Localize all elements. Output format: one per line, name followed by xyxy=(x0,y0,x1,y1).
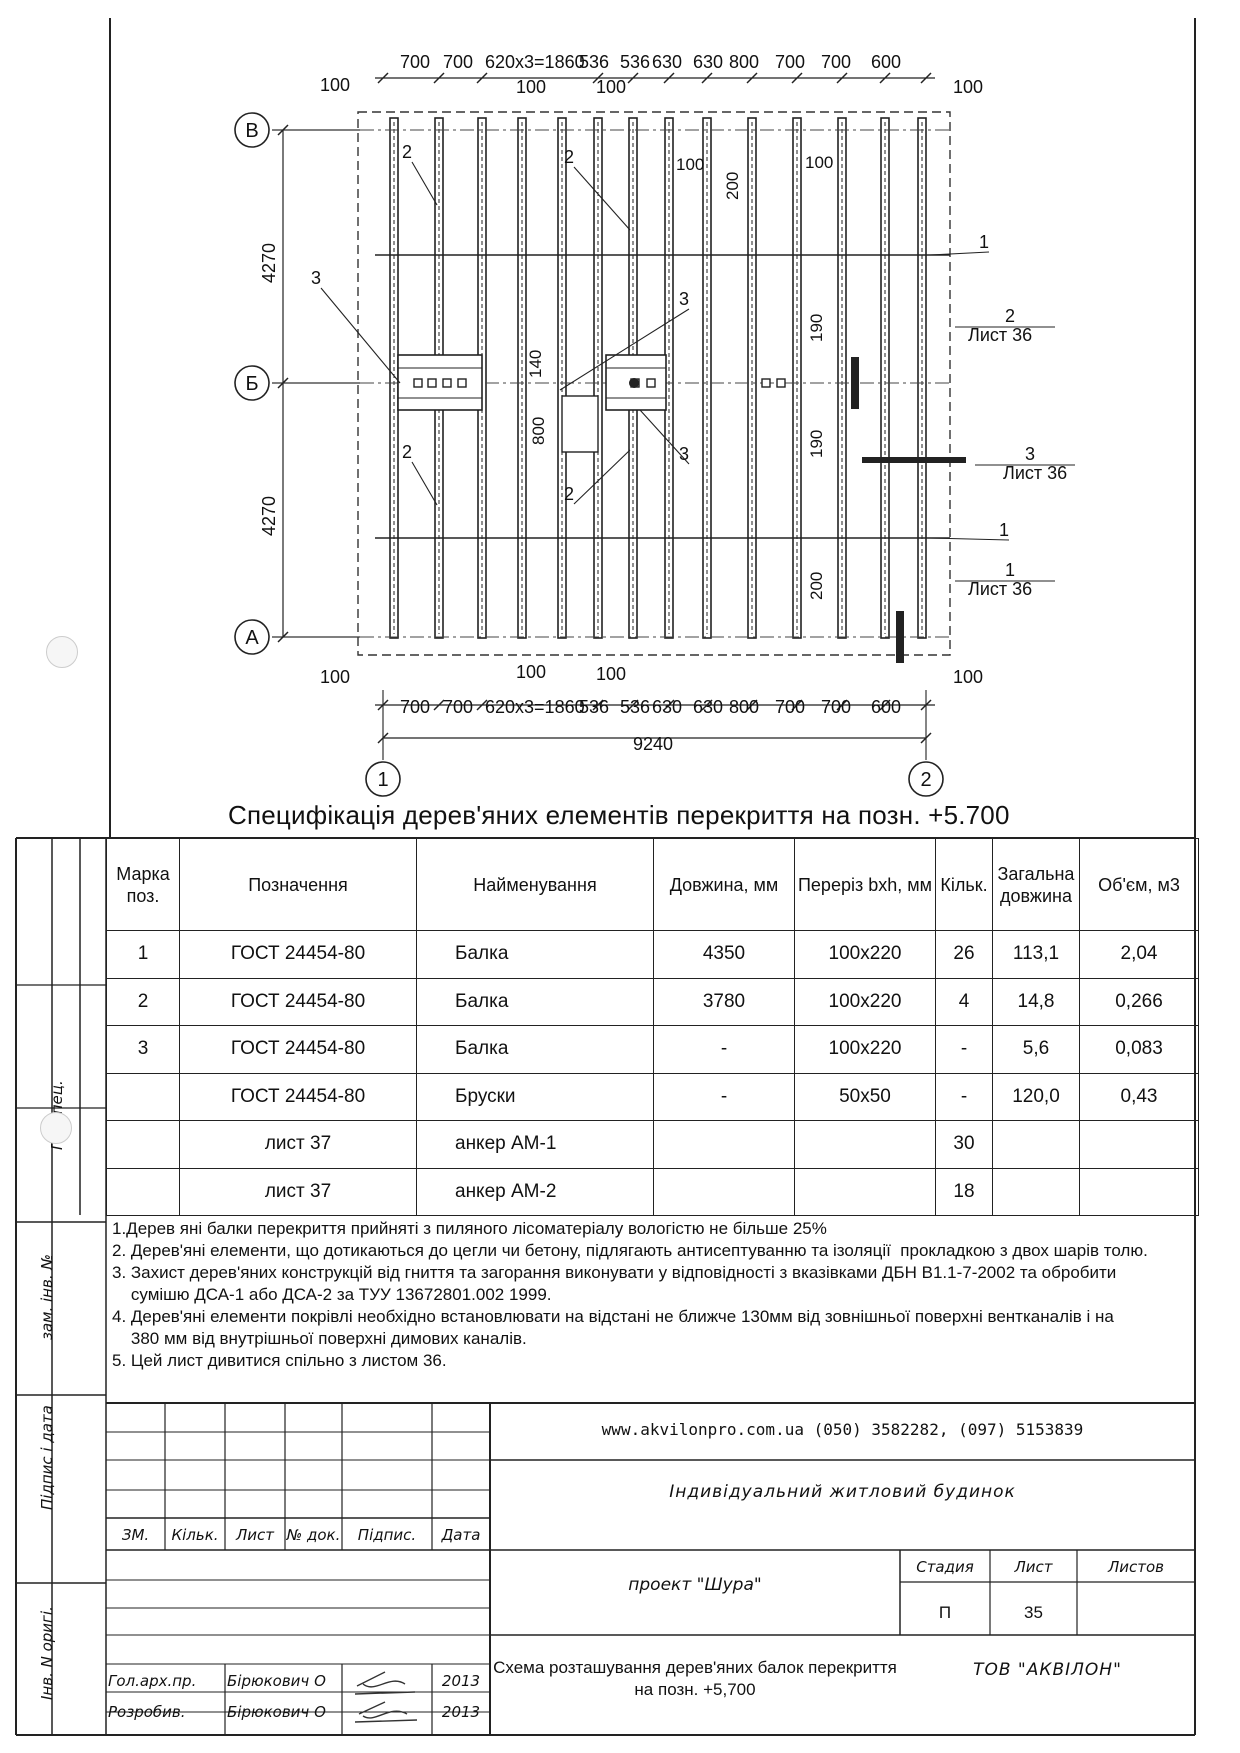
side-label-pidpys: Підпис і дата xyxy=(38,1405,56,1510)
stamp-sheet-label: Лист xyxy=(1014,1558,1053,1576)
dimension-label: 190 xyxy=(807,313,826,342)
dimension-label: 700 xyxy=(443,52,474,72)
dimension-label: 100 xyxy=(953,667,984,687)
spec-cell-name: анкер АМ-1 xyxy=(417,1121,654,1169)
axis-label: А xyxy=(245,627,259,649)
stamp-col-sign: Підпис. xyxy=(357,1526,417,1544)
punch-hole-bottom xyxy=(40,1112,72,1144)
dimension-label: 536 xyxy=(579,697,610,717)
dimension-label: 100 xyxy=(320,667,351,687)
spec-cell-designation: ГОСТ 24454-80 xyxy=(180,1073,417,1121)
axis-label: В xyxy=(245,120,259,142)
stamp-stage-label: Стадия xyxy=(916,1558,974,1576)
header-designation: Позначення xyxy=(180,839,417,931)
dimension-label: 700 xyxy=(443,697,474,717)
spec-cell-designation: лист 37 xyxy=(180,1168,417,1216)
callout-number: 2 xyxy=(1005,306,1016,326)
spec-cell-total-len: 14,8 xyxy=(993,978,1080,1026)
spec-cell-total-len: 120,0 xyxy=(993,1073,1080,1121)
note-line: 3. Захист дерев'яних конструкцій від гниття та загорання виконувати у відповідності з вказівками ДБН В1.1-7-2002 та обробити xyxy=(112,1263,1117,1282)
position-mark: 2 xyxy=(564,484,575,504)
callout-sheet: Лист 36 xyxy=(968,579,1033,599)
note-line: 1.Дерев яні балки перекриття прийняті з пиляного лісоматеріалу вологістю не більше 25% xyxy=(112,1219,827,1238)
spec-cell-qty: 26 xyxy=(936,931,993,979)
spec-cell-mark: 1 xyxy=(107,931,180,979)
dimension-total: 9240 xyxy=(633,734,674,754)
dimension-label: 100 xyxy=(596,664,627,684)
stamp-name-2: Бірюкович О xyxy=(227,1703,326,1721)
position-mark: 2 xyxy=(402,442,413,462)
dimension-label: 536 xyxy=(620,697,651,717)
dimension-label: 800 xyxy=(729,697,760,717)
spec-cell-total-len: 113,1 xyxy=(993,931,1080,979)
callout-number: 1 xyxy=(1005,560,1016,580)
dimension-label: 536 xyxy=(620,52,651,72)
stamp-stage-value: П xyxy=(938,1603,952,1622)
side-label-inv-orig: Інв. N оригі. xyxy=(38,1606,56,1700)
spec-cell-mark: 2 xyxy=(107,978,180,1026)
dimension-label: 190 xyxy=(807,429,826,458)
spec-cell-designation: ГОСТ 24454-80 xyxy=(180,978,417,1026)
dimension-label: 4270 xyxy=(259,242,279,283)
dimension-label: 800 xyxy=(529,416,548,445)
header-qty: Кільк. xyxy=(936,839,993,931)
spec-cell-designation: ГОСТ 24454-80 xyxy=(180,1026,417,1074)
spec-cell-volume: 0,266 xyxy=(1080,978,1199,1026)
spec-cell-designation: лист 37 xyxy=(180,1121,417,1169)
position-mark: 3 xyxy=(679,444,690,464)
position-mark: 2 xyxy=(402,142,413,162)
dimension-label: 620х3=1860 xyxy=(485,697,585,717)
dimension-label: 700 xyxy=(775,52,806,72)
header-name: Найменування xyxy=(417,839,654,931)
stamp-drawing-title: Схема розташування дерев'яних балок перекриття на позн. +5,700 xyxy=(493,1658,897,1699)
spec-cell-length: - xyxy=(654,1073,795,1121)
dimension-label: 630 xyxy=(693,697,724,717)
dimension-label: 630 xyxy=(693,52,724,72)
axis-label: Б xyxy=(245,373,259,395)
spec-cell-section: 50x50 xyxy=(795,1073,936,1121)
dimension-label: 100 xyxy=(516,662,547,682)
dimension-label: 536 xyxy=(579,52,610,72)
dimension-label: 700 xyxy=(821,52,852,72)
stamp-project: проект "Шура" xyxy=(628,1575,762,1595)
callout-number: 3 xyxy=(1025,444,1036,464)
spec-cell-qty: 18 xyxy=(936,1168,993,1216)
dimension-label: 100 xyxy=(953,77,984,97)
spec-cell-length: 4350 xyxy=(654,931,795,979)
stamp-object: Індивідуальний житловий будинок xyxy=(669,1482,1016,1502)
header-total-length: Загальна довжина xyxy=(993,839,1080,931)
stamp-year-2: 2013 xyxy=(441,1703,481,1721)
dimension-label: 100 xyxy=(320,75,351,95)
header-section: Переріз bxh, мм xyxy=(795,839,936,931)
axis-label: 2 xyxy=(920,769,932,791)
axis-label: 1 xyxy=(377,769,389,791)
stamp-col-date: Дата xyxy=(441,1526,481,1544)
stamp-sheet-value: 35 xyxy=(1024,1603,1043,1622)
note-line: 380 мм від внутрішньої поверхні димових каналів. xyxy=(112,1329,527,1348)
spec-cell-length: - xyxy=(654,1026,795,1074)
spec-cell-total-len: 5,6 xyxy=(993,1026,1080,1074)
dimension-label: 200 xyxy=(807,571,826,600)
dimension-label: 620х3=1860 xyxy=(485,52,585,72)
note-line: 5. Цей лист дивитися спільно з листом 36. xyxy=(112,1351,447,1370)
position-mark: 3 xyxy=(311,268,322,288)
stamp-name-1: Бірюкович О xyxy=(227,1672,326,1690)
side-label-zam-inv: зам. інв. № xyxy=(38,1254,56,1340)
spec-cell-qty: 30 xyxy=(936,1121,993,1169)
dimension-label: 100 xyxy=(596,77,627,97)
spec-cell-mark: 3 xyxy=(107,1026,180,1074)
spec-cell-designation: ГОСТ 24454-80 xyxy=(180,931,417,979)
dimension-label: 800 xyxy=(729,52,760,72)
spec-cell-volume: 0,083 xyxy=(1080,1026,1199,1074)
callout-sheet: Лист 36 xyxy=(968,325,1033,345)
spec-cell-volume: 0,43 xyxy=(1080,1073,1199,1121)
dimension-label: 700 xyxy=(400,697,431,717)
stamp-col-qty: Кільк. xyxy=(171,1526,219,1544)
dimension-label: 630 xyxy=(652,52,683,72)
header-volume: Об'єм, м3 xyxy=(1080,839,1199,931)
spec-cell-qty: - xyxy=(936,1026,993,1074)
spec-cell-name: анкер АМ-2 xyxy=(417,1168,654,1216)
spec-cell-qty: - xyxy=(936,1073,993,1121)
stamp-role-2: Розробив. xyxy=(108,1703,186,1721)
dimension-label: 630 xyxy=(652,697,683,717)
spec-cell-qty: 4 xyxy=(936,978,993,1026)
dimension-label: 4270 xyxy=(259,495,279,536)
position-mark: 1 xyxy=(979,232,990,252)
dimension-label: 700 xyxy=(775,697,806,717)
dimension-label: 100 xyxy=(805,153,834,172)
position-mark: 2 xyxy=(564,147,575,167)
punch-hole-top xyxy=(46,636,78,668)
stamp-contacts: www.akvilonpro.com.ua (050) 3582282, (097) 5153839 xyxy=(601,1420,1084,1439)
stamp-col-sheet: Лист xyxy=(235,1526,274,1544)
spec-cell-volume: 2,04 xyxy=(1080,931,1199,979)
dimension-label: 700 xyxy=(400,52,431,72)
dimension-label: 100 xyxy=(516,77,547,97)
stamp-year-1: 2013 xyxy=(441,1672,481,1690)
spec-cell-length: 3780 xyxy=(654,978,795,1026)
dimension-label: 600 xyxy=(871,52,902,72)
note-line: 4. Дерев'яні елементи покрівлі необхідно встановлювати на відстані не ближче 130мм від зовнішньої поверхні вентканалів і на xyxy=(112,1307,1114,1326)
header-length: Довжина, мм xyxy=(654,839,795,931)
dimension-label: 100 xyxy=(676,155,705,174)
dimension-label: 200 xyxy=(723,171,742,200)
position-mark: 3 xyxy=(679,289,690,309)
note-line: сумішю ДСА-1 або ДСА-2 за ТУУ 13672801.002 1999. xyxy=(112,1285,552,1304)
header-mark: Марка поз. xyxy=(107,839,180,931)
stamp-col-zm: ЗМ. xyxy=(121,1526,150,1544)
dimension-label: 700 xyxy=(821,697,852,717)
spec-cell-section: 100x220 xyxy=(795,978,936,1026)
spec-cell-name: Бруски xyxy=(417,1073,654,1121)
spec-cell-section: 100x220 xyxy=(795,931,936,979)
spec-cell-name: Балка xyxy=(417,978,654,1026)
note-line: 2. Дерев'яні елементи, що дотикаються до цегли чи бетону, підлягають антисептуванню та ізоляції прокладкою з двох шарів толю. xyxy=(112,1241,1148,1260)
spec-title: Специфікація дерев'яних елементів перекриття на позн. +5.700 xyxy=(228,800,1010,830)
position-mark: 1 xyxy=(999,520,1010,540)
stamp-role-1: Гол.арх.пр. xyxy=(108,1672,197,1690)
spec-cell-section: 100x220 xyxy=(795,1026,936,1074)
signature-scribbles xyxy=(345,1664,435,1735)
stamp-col-doc: № док. xyxy=(286,1526,341,1544)
stamp-company: ТОВ "АКВІЛОН" xyxy=(973,1660,1122,1680)
stamp-sheets-label: Листов xyxy=(1107,1558,1165,1576)
dimension-label: 600 xyxy=(871,697,902,717)
spec-cell-name: Балка xyxy=(417,931,654,979)
callout-sheet: Лист 36 xyxy=(1003,463,1068,483)
spec-cell-name: Балка xyxy=(417,1026,654,1074)
dimension-label: 140 xyxy=(526,349,545,378)
